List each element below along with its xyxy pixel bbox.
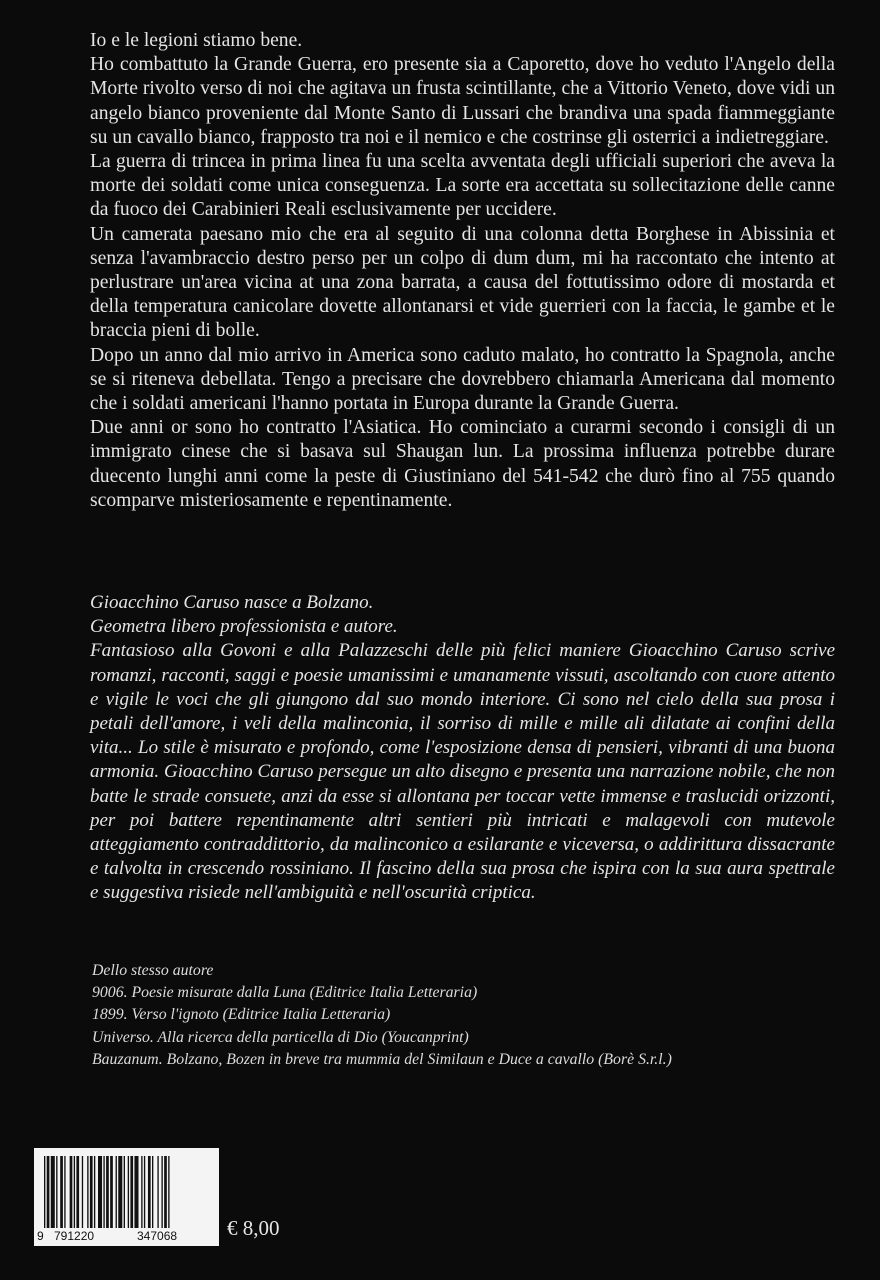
barcode-bar (130, 1156, 133, 1228)
work-item: Bauzanum. Bolzano, Bozen in breve tra mummia del Similaun e Duce a cavallo (Borè S.r.l.) (92, 1050, 672, 1068)
paragraph: Un camerata paesano mio che era al seguito di una colonna detta Borghese in Abissinia et senza l'avambraccio destro perso per un colpo di dum dum, mi ha raccontato che intento at perlustrare un'area vicina at una zona barrata, a causa del fottutissimo odore di mostarda et della temperatura canicolare dovette allontanarsi et vide guerrieri con la faccia, le gambe et le braccia pieni di bolle. (90, 223, 835, 342)
barcode-bar (60, 1156, 63, 1228)
barcode-bar (87, 1156, 88, 1228)
barcode-bars (42, 1156, 211, 1236)
barcode-bar (144, 1156, 145, 1228)
barcode-bar (103, 1156, 104, 1228)
barcode-bar (141, 1156, 142, 1228)
barcode-bar (74, 1156, 75, 1228)
barcode-digits (34, 1228, 219, 1244)
paragraph: Due anni or sono ho contratto l'Asiatica. Ho cominciato a curarmi secondo i consigli di un immigrato cinese che si basava sul Shaugan lun. La prossima influenza potrebbe durare duecento lunghi anni come la peste di Giustiniano del 541-542 che durò fino al 755 quando scomparve misteriosamente e repentinamente. (90, 417, 835, 511)
barcode-bar (152, 1156, 153, 1228)
barcode-bar (94, 1156, 95, 1228)
paragraph: Dopo un anno dal mio arrivo in America sono caduto malato, ho contratto la Spagnola, anche se si riteneva debellata. Tengo a precisare che dovrebbero chiamarla Americana dal momento che i soldati americani l'hanno portata in Europa durante la Grande Guerra. (90, 344, 835, 415)
barcode-bar (118, 1156, 122, 1228)
barcode-bar (116, 1156, 117, 1228)
barcode (34, 1148, 219, 1246)
barcode-bar (70, 1156, 73, 1228)
barcode-bar (44, 1156, 45, 1228)
bio-line: Gioacchino Caruso nasce a Bolzano. (90, 592, 374, 613)
barcode-bar (128, 1156, 129, 1228)
barcode-bar (76, 1156, 79, 1228)
paragraph: Ho combattuto la Grande Guerra, ero presente sia a Caporetto, dove ho veduto l'Angelo della Morte rivolto verso di noi che agitava un frusta scintillante, che a Vittorio Veneto, dove vidi un angelo bianco proveniente dal Monte Santo di Lussari che brandiva una spada fiammeggiante su un cavallo bianco, frapposto tra noi e il nemico e che costrinse gli osterrici a indietreggiare. (90, 54, 835, 148)
barcode-bar (106, 1156, 109, 1228)
work-item: Universo. Alla ricerca della particella di Dio (Youcanprint) (92, 1028, 469, 1046)
paragraph: Io e le legioni stiamo bene. (90, 30, 303, 51)
barcode-bar (168, 1156, 169, 1228)
paragraph: La guerra di trincea in prima linea fu una scelta avventata degli ufficiali superiori che aveva la morte dei soldati come unica conseguenza. La sorte era accettata su sollecitazione delle canne da fuoco dei Carabinieri Reali esclusivamente per uccidere. (90, 151, 835, 221)
barcode-bar (148, 1156, 151, 1228)
barcode-bar (124, 1156, 125, 1228)
barcode-digit-first: 9 (37, 1229, 44, 1243)
barcode-digits-left: 791220 (54, 1229, 95, 1243)
barcode-bar (47, 1156, 50, 1228)
barcode-bar (164, 1156, 167, 1228)
barcode-bar (98, 1156, 102, 1228)
barcode-bar (51, 1156, 55, 1228)
work-item: 9006. Poesie misurate dalla Luna (Editrice Italia Letteraria) (92, 984, 478, 1002)
work-item: 1899. Verso l'ignoto (Editrice Italia Letteraria) (92, 1006, 391, 1024)
main-text (90, 29, 835, 513)
author-bio (90, 591, 835, 906)
barcode-bar (110, 1156, 113, 1228)
barcode-bar (90, 1156, 93, 1228)
bio-line: Geometra libero professionista e autore. (90, 616, 398, 638)
works-list (92, 960, 832, 1071)
barcode-bar (157, 1156, 158, 1228)
barcode-bar (56, 1156, 57, 1228)
barcode-bar (161, 1156, 162, 1228)
works-heading: Dello stesso autore (92, 962, 214, 979)
barcode-bar (134, 1156, 138, 1228)
barcode-digits-right: 347068 (137, 1229, 178, 1243)
barcode-bar (82, 1156, 83, 1228)
price-label: € 8,00 (227, 1216, 280, 1240)
bio-description: Fantasioso alla Govoni e alla Palazzeschi delle più felici maniere Gioacchino Caruso scrive romanzi, racconti, saggi e poesie umanissimi e umanamente vissuti, ascoltando con cuore attento e vigile le voci che gli giungono dal suo mondo interiore. Ci sono nel cielo della sua prosa i petali dell'amore, i veli della malinconia, il sorriso di mille e mille ali dilatate ai confini della vita... Lo stile è misurato e profondo, come l'esposizione densa di pensieri, vibranti di una buona armonia. Gioacchino Caruso persegue un alto disegno e presenta una narrazione nobile, che non batte le strade consuete, anzi da esse si allontana per toccar vette immense e traslucidi orizzonti, per poi battere repentinamente altri sentieri più intricati e malagevoli con mutevole atteggiamento contraddittorio, da malinconico a esilarante e viceversa, o addirittura dissacrante e talvolta in crescendo rossiniano. Il fascino della sua prosa che ispira con la sua aura spettrale e suggestiva risiede nell'ambiguità e nell'oscurità criptica. (90, 640, 835, 904)
barcode-bar (64, 1156, 65, 1228)
